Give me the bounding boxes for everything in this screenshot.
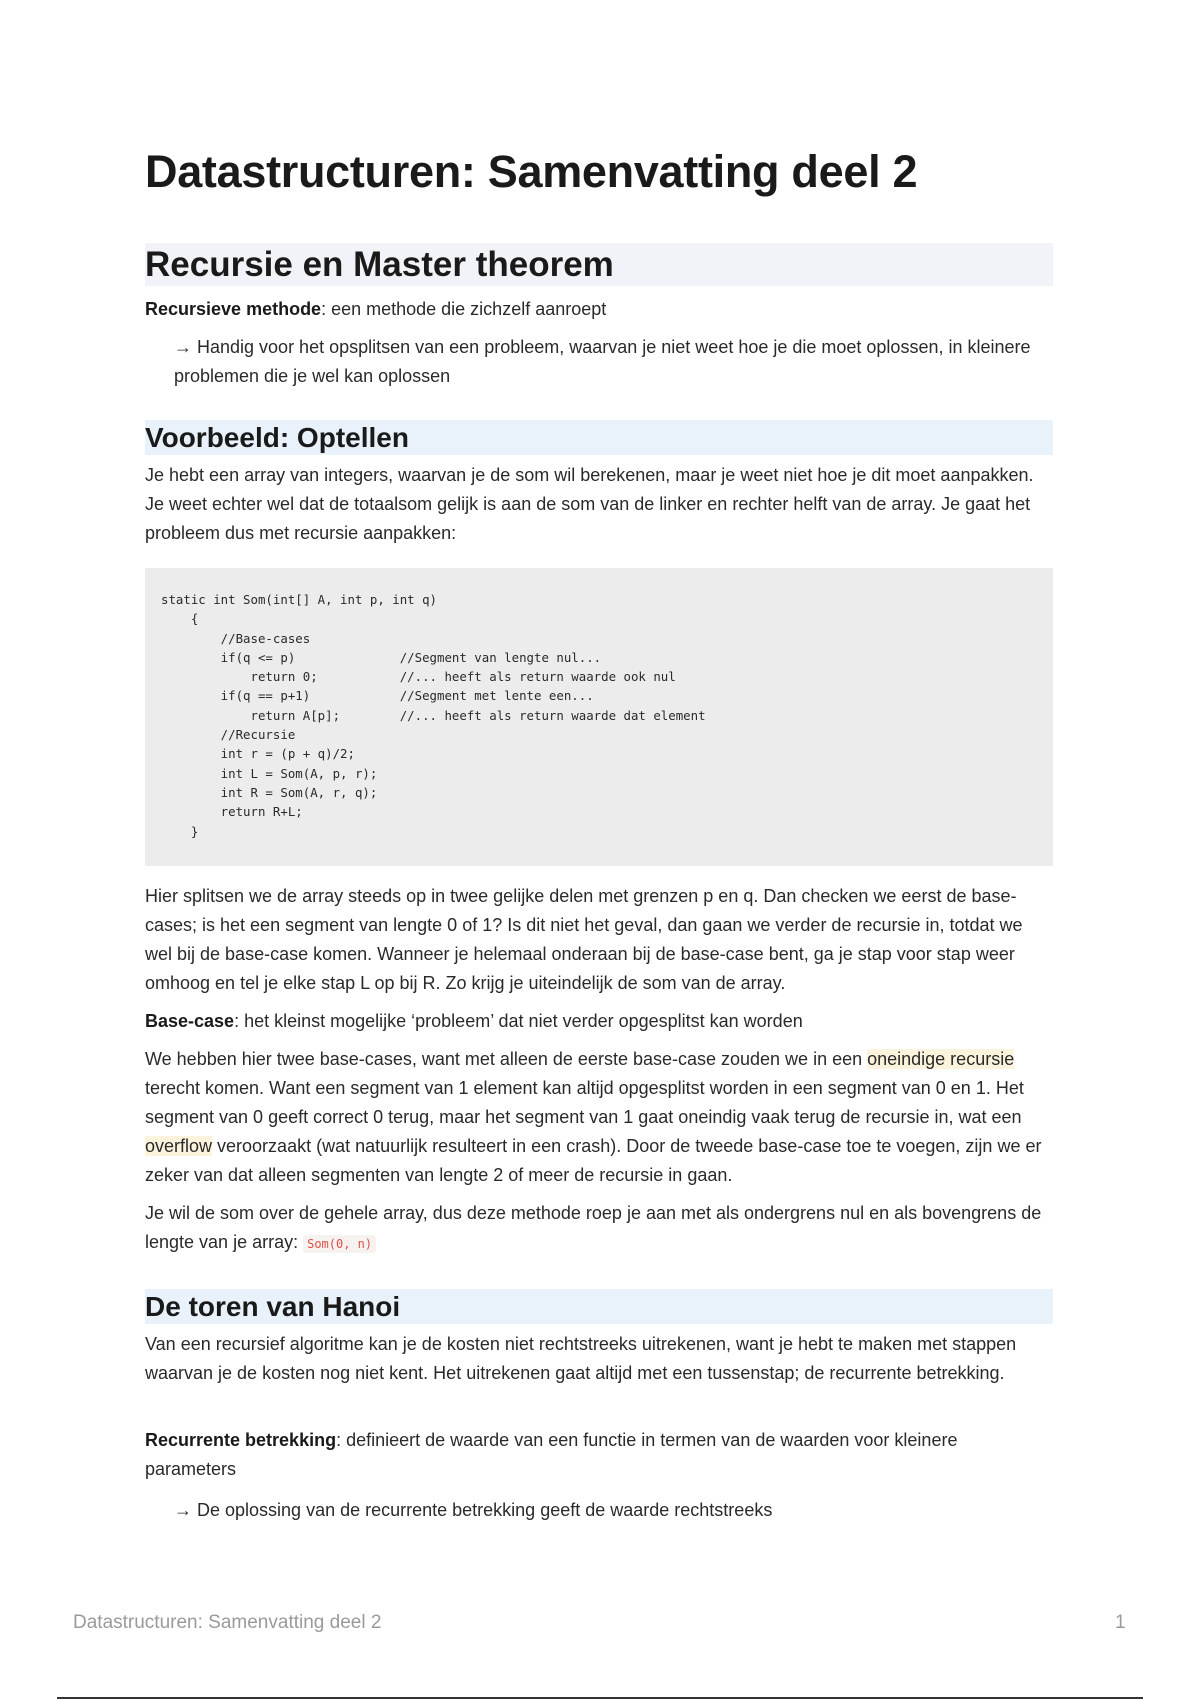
definition-recursieve-methode bbox=[145, 295, 1053, 324]
text-run: veroorzaakt (wat natuurlijk resulteert in een crash). Door de tweede base-case toe te voegen, zijn we er zeker van dat alleen segmenten van lengte 2 of meer de recursie in gaan. bbox=[145, 1136, 1042, 1185]
definition-text: : een methode die zichzelf aanroept bbox=[321, 299, 607, 319]
paragraph-optellen-intro: Je hebt een array van integers, waarvan je de som wil berekenen, maar je weet niet hoe je dit moet aanpakken. Je weet echter wel dat de totaalsom gelijk is aan de som van de linker en rechter helft van de array. Je gaat het probleem dus met recursie aanpakken: bbox=[145, 465, 1034, 543]
definition-text: : definieert de waarde van een functie in termen van de waarden voor kleinere parameters bbox=[145, 1430, 958, 1479]
code-block-som: static int Som(int[] A, int p, int q) { //Base-cases if(q <= p) //Segment van lengte nul... return 0; //... heeft als return waarde ook nul if(q == p+1) //Segment met lente een... return A[p]; //... heeft als return waarde dat element //Recursie int r = (p + q)/2; int L = Som(A, p, r); int R = Som(A, r, q); return R+L; } bbox=[145, 568, 1053, 866]
definition-text: : het kleinst mogelijke ‘probleem’ dat niet verder opgesplitst kan worden bbox=[234, 1011, 803, 1031]
text-run: terecht komen. Want een segment van 1 element kan altijd opgesplitst worden in een segment van 0 en 1. Het segment van 0 geeft correct 0 terug, maar het segment van 1 gaat oneindig vaak terug de recursie in, wat een bbox=[145, 1078, 1024, 1127]
paragraph-hanoi-intro: Van een recursief algoritme kan je de kosten niet rechtstreeks uitrekenen, want je hebt te maken met stappen waarvan je de kosten nog niet kent. Het uitrekenen gaat altijd met een tussenstap; de recurrente betrekking. bbox=[145, 1334, 1017, 1383]
text-run: Je wil de som over de gehele array, dus deze methode roep je aan met als ondergrens nul en als bovengrens de lengte van je array: bbox=[145, 1203, 1042, 1252]
footer-page-number: 1 bbox=[1115, 1612, 1126, 1633]
inline-code-som-call: Som(0, n) bbox=[303, 1235, 376, 1253]
section-heading-hanoi: De toren van Hanoi bbox=[145, 1289, 1053, 1324]
highlight-overflow: overflow bbox=[145, 1136, 213, 1156]
definition-recurrente-betrekking bbox=[145, 1426, 1053, 1484]
paragraph-call bbox=[145, 1199, 1053, 1259]
footer-title: Datastructuren: Samenvatting deel 2 bbox=[73, 1612, 382, 1633]
highlight-oneindige-recursie: oneindige recursie bbox=[867, 1049, 1015, 1069]
arrow-note-recursie: → Handig voor het opsplitsen van een probleem, waarvan je niet weet hoe je die moet oplossen, in kleinere problemen die je wel kan oplossen bbox=[174, 337, 1031, 386]
footer-divider bbox=[57, 1697, 1143, 1699]
section-heading-recursie: Recursie en Master theorem bbox=[145, 243, 1053, 286]
definition-term: Recurrente betrekking bbox=[145, 1430, 337, 1450]
definition-term: Recursieve methode bbox=[145, 299, 322, 319]
definition-base-case bbox=[145, 1007, 1053, 1036]
definition-term: Base-case bbox=[145, 1011, 235, 1031]
text-run: We hebben hier twee base-cases, want met alleen de eerste base-case zouden we in een bbox=[145, 1049, 868, 1069]
arrow-note-recurrente: → De oplossing van de recurrente betrekking geeft de waarde rechtstreeks bbox=[174, 1500, 773, 1520]
section-heading-optellen: Voorbeeld: Optellen bbox=[145, 420, 1053, 455]
document-title: Datastructuren: Samenvatting deel 2 bbox=[145, 146, 918, 197]
paragraph-optellen-explain: Hier splitsen we de array steeds op in twee gelijke delen met grenzen p en q. Dan checken we eerst de base-cases; is het een segment van lengte 0 of 1? Is dit niet het geval, dan gaan we verder de recursie in, totdat we wel bij de base-case komen. Wanneer je helemaal onderaan bij de base-case bent, ga je stap voor stap weer omhoog en tel je elke stap L op bij R. Zo krijg je uiteindelijk de som van de array. bbox=[145, 886, 1023, 993]
paragraph-two-base-cases bbox=[145, 1045, 1053, 1190]
